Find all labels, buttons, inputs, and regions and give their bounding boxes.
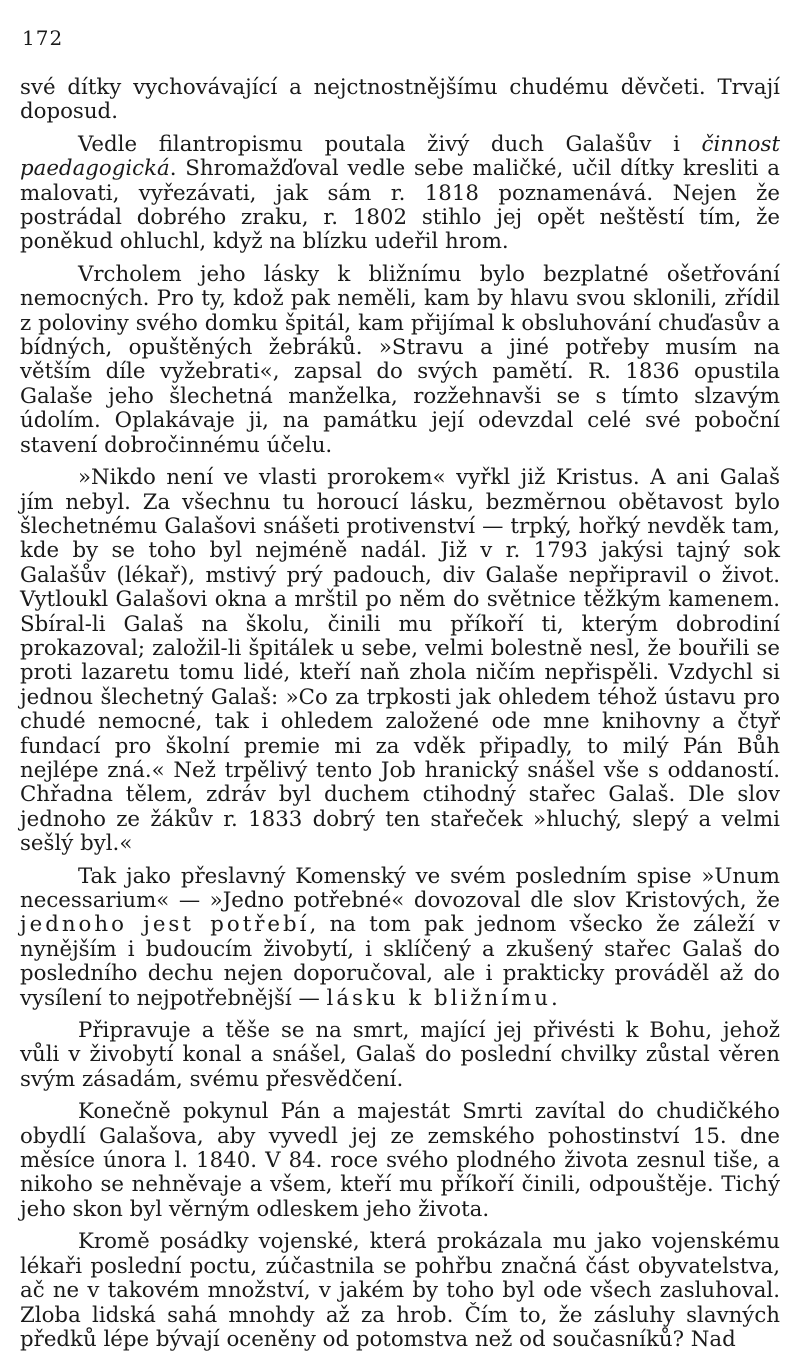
paragraph-2-end: . Shromažďoval vedle sebe maličké, učil dítky kresliti a malovati, vyřezávati, jak sám r. 1818 poznamenává. Nejen že postrádal dobrého zraku, r. 1802 stihlo jej opět neštěstí tím, že poněkud ohluchl, když na blízku udeřil hrom.: [20, 156, 780, 255]
emphasis-italic: činnost paedagogická: [20, 131, 780, 182]
paragraph-5: [20, 865, 780, 1011]
paragraph-8: Kromě posádky vojenské, která prokázala mu jako vojenskému lékaři poslední poctu, zúčastnila se pohřbu značná část obyvatelstva, ač ne v takovém množství, v jakém by toho byl ode všech zasluhoval. Zloba lidská sahá mnohdy až za hrob. Čím to, že zásluhy slavných předků lépe bývají oceněny od potomstva než od současníků? Nad: [20, 1229, 780, 1352]
paragraph-2: [20, 133, 780, 255]
paragraph-5-end: .: [550, 985, 558, 1011]
paragraph-6: Připravuje a těše se na smrt, mající jej přivésti k Bohu, jehož vůli v živobytí konal a snášel, Galaš do poslední chvilky zůstal věren svým zásadám, svému přesvědčení.: [20, 1018, 780, 1092]
paragraph-1: své dítky vychovávající a nejctnostnějšímu chudému děvčeti. Trvají doposud.: [20, 75, 780, 125]
emphasis-spaced-1: jednoho jest potřebí: [20, 912, 310, 938]
paragraph-3: Vrcholem jeho lásky k bližnímu bylo bezplatné ošetřování nemocných. Pro ty, kdož pak neměli, kam by hlavu svou sklonili, zřídil z poloviny svého domku špitál, kam přijímal k obsluhování chuďasův a bídných, opuštěných žebráků. »Stravu a jiné potřeby musím na větším díle vyžebrati«, zapsal do svých pamětí. R. 1836 opustila Galaše jeho šlechetná manželka, rozžehnavši se s tímto slzavým údolím. Oplakávaje ji, na památku její odevzdal celé své poboční stavení dobročinnému účelu.: [20, 261, 780, 458]
emphasis-spaced-2: lásku k bližnímu: [326, 985, 551, 1011]
page-number: 172: [22, 26, 64, 50]
paragraph-5-start: Tak jako přeslavný Komenský ve svém posledním spise »Unum necessarium« — »Jedno potřebné« dovozoval dle slov Kristových, že: [20, 863, 780, 913]
paragraph-5-middle: , na tom pak jednom všecko že záleží v nynějším i budoucím živobytí, i sklíčený a zkušený stařec Galaš do posledního dechu nejen doporučoval, ale i prakticky prováděl až do vysílení to nejpotřebnější —: [20, 912, 780, 1011]
paragraph-2-start: Vedle filantropismu poutala živý duch Galašův i: [78, 131, 702, 157]
paragraph-4: »Nikdo není ve vlasti prorokem« vyřkl již Kristus. A ani Galaš jím nebyl. Za všechnu tu horoucí lásku, bezměrnou obětavost bylo šlechetnému Galašovi snášeti protivenství — trpký, hořký nevděk tam, kde by se toho byl nejméně nadál. Již v r. 1793 jakýsi tajný sok Galašův (lékař), mstivý prý padouch, div Galaše nepřipravil o život. Vytloukl Galašovi okna a mrštil po něm do světnice těžkým kamenem. Sbíral-li Galaš na školu, činili mu příkoří ti, kterým dobrodiní prokazoval; založil-li špitálek u sebe, velmi bolestně nesl, že bouřili se proti lazaretu tomu lidé, kteří naň zhola ničím nepřispěli. Vzdychl si jednou šlechetný Galaš: »Co za trpkosti jak ohledem téhož ústavu pro chudé nemocné, tak i ohledem založené ode mne knihovny a čtyř fundací pro školní premie mi za vděk připadly, to milý Pán Bůh nejlépe zná.« Než trpělivý tento Job hranický snášel vše s oddaností. Chřadna tělem, zdráv byl duchem ctihodný stařec Galaš. Dle slov jednoho ze žákův r. 1833 dobrý ten stařeček »hluchý, slepý a velmi sešlý byl.«: [20, 465, 780, 857]
paragraph-7: Konečně pokynul Pán a majestát Smrti zavítal do chudičkého obydlí Galašova, aby vyvedl jej ze zemského pohostinství 15. dne měsíce února l. 1840. V 84. roce svého plodného života zesnul tiše, a nikoho se nehněvaje a všem, kteří mu příkoří činili, odpouštěje. Tichý jeho skon byl věrným odleskem jeho života.: [20, 1099, 780, 1222]
body-text: [20, 76, 780, 1360]
